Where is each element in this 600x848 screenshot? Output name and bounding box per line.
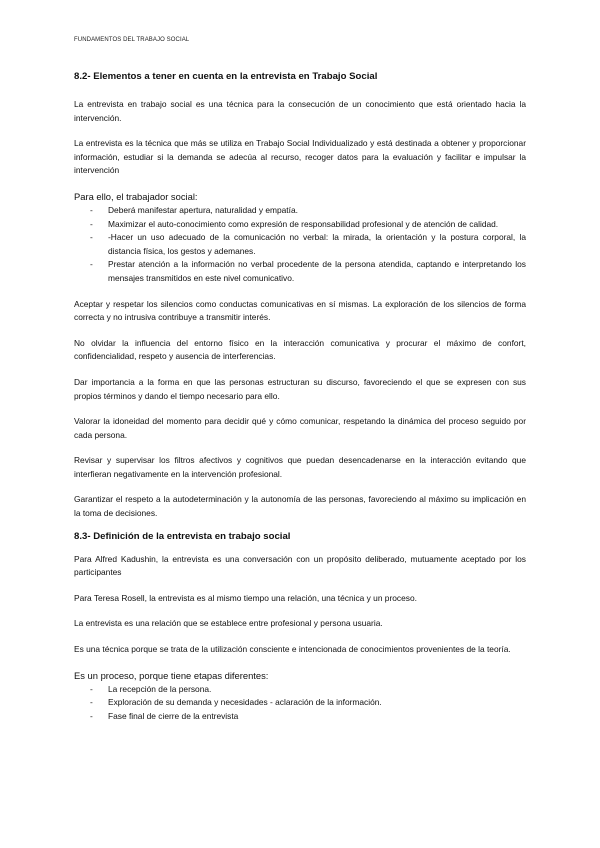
- list-item: - La recepción de la persona.: [108, 683, 526, 697]
- bullet-list: [74, 683, 526, 724]
- document-body: [74, 70, 526, 723]
- bullet-list: [74, 204, 526, 286]
- list-item: - Deberá manifestar apertura, naturalidad y empatía.: [108, 204, 526, 218]
- list-item: - Prestar atención a la información no verbal procedente de la persona atendida, captando e interpretando los mensajes transmitidos en este nivel comunicativo.: [108, 258, 526, 285]
- paragraph: Dar importancia a la forma en que las personas estructuran su discurso, favoreciendo el que se expresen con sus propios términos y dando el tiempo necesario para ello.: [74, 376, 526, 401]
- paragraph: Revisar y supervisar los filtros afectivos y cognitivos que puedan desencadenarse en la interacción evitando que interfieran negativamente en la intervención profesional.: [74, 455, 526, 479]
- paragraph: La entrevista es una relación que se establece entre profesional y persona usuaria.: [74, 618, 383, 629]
- paragraph: La entrevista en trabajo social es una técnica para la consecución de un conocimiento que está orientado hacia la intervención.: [74, 99, 526, 123]
- list-item: - -Hacer un uso adecuado de la comunicación no verbal: la mirada, la orientación y la postura corporal, la distancia física, los gestos y ademanes.: [108, 231, 526, 258]
- paragraph: Aceptar y respetar los silencios como conductas comunicativas en sí mismas. La exploración de los silencios de forma correcta y no intrusiva contribuye a transmitir interés.: [74, 298, 526, 323]
- list-lead: Para ello, el trabajador social:: [74, 190, 198, 202]
- list-item: - Fase final de cierre de la entrevista: [108, 710, 526, 724]
- section-heading-8-2: 8.2- Elementos a tener en cuenta en la entrevista en Trabajo Social: [74, 71, 378, 82]
- running-header: FUNDAMENTOS DEL TRABAJO SOCIAL: [74, 37, 190, 43]
- paragraph: Valorar la idoneidad del momento para decidir qué y cómo comunicar, respetando la dinámica del proceso seguido por cada persona.: [74, 416, 526, 440]
- section-heading-8-3: 8.3- Definición de la entrevista en trabajo social: [74, 530, 291, 542]
- list-item: - Maximizar el auto-conocimiento como expresión de responsabilidad profesional y de atención de calidad.: [108, 218, 526, 232]
- paragraph: Para Teresa Rosell, la entrevista es al mismo tiempo una relación, una técnica y un proceso.: [74, 592, 417, 603]
- paragraph: La entrevista es la técnica que más se utiliza en Trabajo Social Individualizado y está destinada a obtener y proporcionar información, estudiar si la demanda se adecúa al recurso, recoger datos para la evaluación y facilitar e impulsar la intervención: [74, 138, 526, 176]
- paragraph: Es una técnica porque se trata de la utilización consciente e intencionada de conocimientos provenientes de la teoría.: [74, 644, 511, 655]
- paragraph: Garantizar el respeto a la autodeterminación y la autonomía de las personas, favoreciendo al máximo su implicación en la toma de decisiones.: [74, 494, 526, 519]
- paragraph: Para Alfred Kadushin, la entrevista es una conversación con un propósito deliberado, mutuamente aceptado por los participantes: [74, 553, 526, 578]
- list-item: - Exploración de su demanda y necesidades - aclaración de la información.: [108, 696, 526, 710]
- list-lead: Es un proceso, porque tiene etapas diferentes:: [74, 669, 269, 681]
- paragraph: No olvidar la influencia del entorno físico en la interacción comunicativa y procurar el máximo de confort, confidencialidad, respeto y ausencia de interferencias.: [74, 337, 526, 362]
